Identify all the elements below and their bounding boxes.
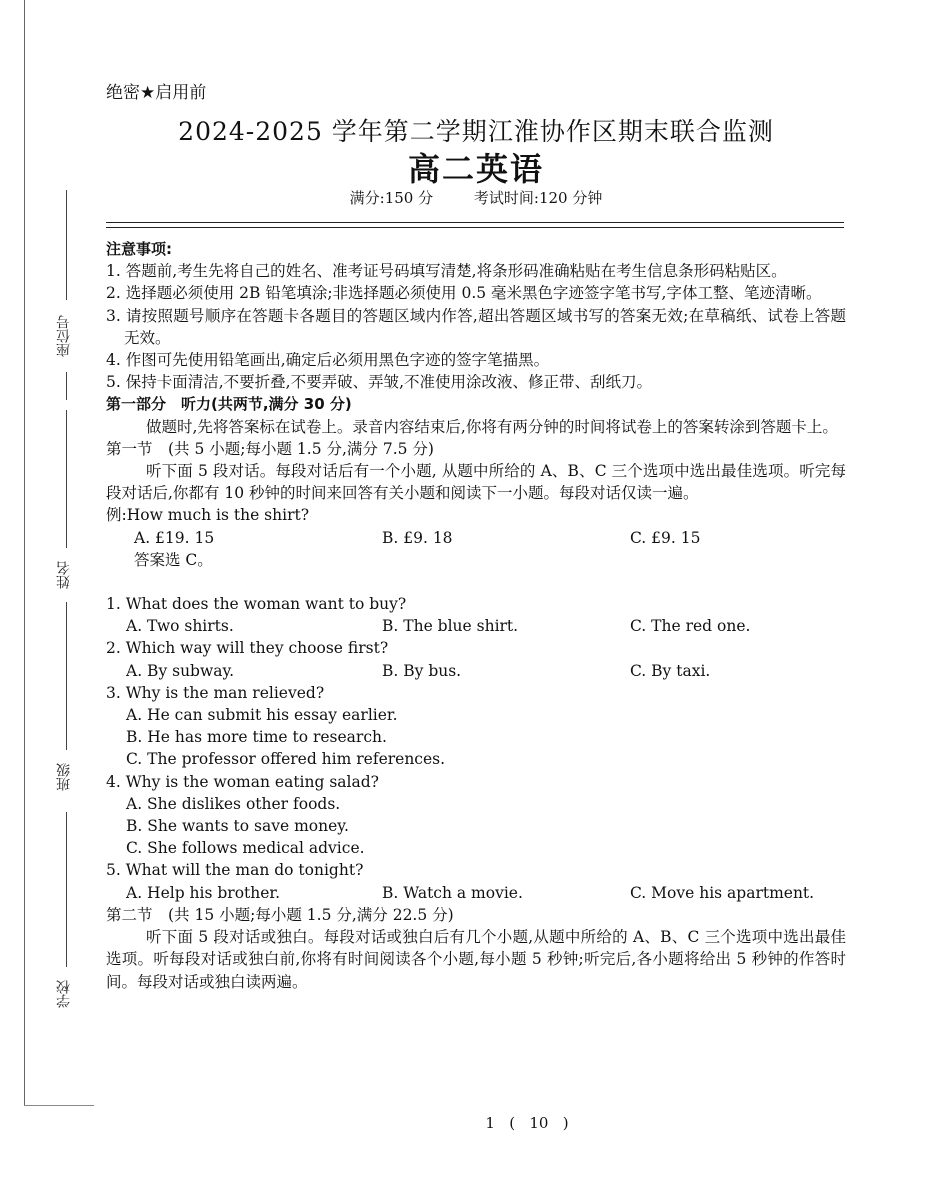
- notice-item: 1. 答题前,考生先将自己的姓名、准考证号码填写清楚,将条形码准确粘贴在考生信息条形码粘贴区。: [106, 262, 787, 281]
- name-field: [56, 410, 78, 620]
- subject-title: 高二英语: [407, 150, 544, 188]
- school-line: [66, 812, 67, 967]
- school-label: 学校: [56, 980, 72, 1008]
- example-options: [106, 527, 846, 549]
- option-c: C. The red one.: [630, 617, 751, 636]
- seat-number-field: [56, 190, 78, 400]
- section2-instructions: 听下面 5 段对话或独白。每段对话或独白后有几个小题,从题中所给的 A、B、C 三个选项中选出最佳选项。听每段对话或独白前,你将有时间阅读各个小题,每小题 5 秒钟;听完后,各小题将给出 5 秒钟的作答时间。每段对话或独白读两遍。: [106, 928, 846, 991]
- notice-item: 3. 请按照题号顺序在答题卡各题目的答题区域内作答,超出答题区域书写的答案无效;在草稿纸、试卷上答题无效。: [106, 306, 846, 347]
- name-label: 姓名: [56, 561, 72, 589]
- option-a: A. Help his brother.: [126, 883, 281, 902]
- option-b: B. She wants to save money.: [126, 817, 349, 836]
- score-time-line: [106, 187, 846, 208]
- option-a: A. By subway.: [126, 661, 235, 680]
- exam-title: 2024-2025 学年第二学期江淮协作区期末联合监测: [178, 117, 774, 146]
- example-option-a: A. £19. 15: [134, 528, 215, 547]
- page-number: 1 ( 10 ): [485, 1114, 569, 1132]
- seat-number-line: [66, 190, 67, 300]
- notice-item: 2. 选择题必须使用 2B 铅笔填涂;非选择题必须使用 0.5 毫米黑色字迹签字笔书写,字体工整、笔迹清晰。: [106, 284, 822, 303]
- school-field: [56, 812, 78, 1012]
- question-options: [106, 615, 846, 637]
- section1-instructions: 听下面 5 段对话。每段对话后有一个小题, 从题中所给的 A、B、C 三个选项中选出最佳选项。听完每段对话后,你都有 10 秒钟的时间来回答有关小题和阅读下一小题。每段对话仅读一遍。: [106, 462, 846, 503]
- option-c: C. By taxi.: [630, 661, 711, 680]
- current-page: 1: [485, 1114, 495, 1132]
- option-b: B. The blue shirt.: [382, 617, 519, 636]
- question-stem: 3. Why is the man relieved?: [106, 683, 325, 702]
- header-rule-bottom: [106, 227, 844, 228]
- option-c: C. The professor offered him references.: [126, 750, 446, 769]
- binding-margin-line: [24, 0, 25, 1105]
- option-b: B. By bus.: [382, 661, 462, 680]
- class-field: [56, 618, 78, 808]
- section2-heading: 第二节 (共 15 小题;每小题 1.5 分,满分 22.5 分): [106, 905, 454, 924]
- example-answer: 答案选 C。: [134, 550, 213, 569]
- notice-item: 5. 保持卡面清洁,不要折叠,不要弄破、弄皱,不准使用涂改液、修正带、刮纸刀。: [106, 373, 652, 392]
- option-c: C. She follows medical advice.: [126, 839, 365, 858]
- section1-heading: 第一节 (共 5 小题;每小题 1.5 分,满分 7.5 分): [106, 439, 434, 458]
- notice-heading: 注意事项:: [106, 240, 172, 258]
- example-option-c: C. £9. 15: [630, 528, 701, 547]
- total-pages: 10: [529, 1114, 549, 1132]
- question-stem: 2. Which way will they choose first?: [106, 639, 389, 658]
- option-a: A. Two shirts.: [126, 617, 234, 636]
- option-c: C. Move his apartment.: [630, 883, 815, 902]
- question-stem: 4. Why is the woman eating salad?: [106, 772, 379, 791]
- notice-item: 4. 作图可先使用铅笔画出,确定后必须用黑色字迹的签字笔描黑。: [106, 351, 550, 370]
- question-options: [106, 660, 846, 682]
- option-b: B. He has more time to research.: [126, 728, 387, 747]
- option-a: A. He can submit his essay earlier.: [126, 706, 398, 725]
- exam-content: [106, 238, 846, 993]
- example-option-b: B. £9. 18: [382, 528, 453, 547]
- class-label: 班级: [56, 763, 72, 791]
- name-line: [66, 410, 67, 548]
- option-b: B. Watch a movie.: [382, 883, 523, 902]
- class-line: [66, 618, 67, 750]
- full-score: 满分:150 分: [349, 189, 434, 207]
- question-options: [106, 882, 846, 904]
- question-stem: 1. What does the woman want to buy?: [106, 595, 407, 614]
- secret-mark: 绝密★启用前: [106, 83, 207, 103]
- example-question: 例:How much is the shirt?: [106, 506, 310, 525]
- option-a: A. She dislikes other foods.: [126, 794, 341, 813]
- part1-intro: 做题时,先将答案标在试卷上。录音内容结束后,你将有两分钟的时间将试卷上的答案转涂到答题卡上。: [146, 417, 838, 436]
- seat-number-line: [66, 372, 67, 400]
- seat-number-label: 座位号: [56, 315, 72, 357]
- part1-heading: 第一部分 听力(共两节,满分 30 分): [106, 395, 352, 414]
- binding-margin-footer-line: [24, 1105, 94, 1106]
- question-stem: 5. What will the man do tonight?: [106, 861, 364, 880]
- header-rule-top: [106, 222, 844, 223]
- exam-time: 考试时间:120 分钟: [473, 189, 603, 207]
